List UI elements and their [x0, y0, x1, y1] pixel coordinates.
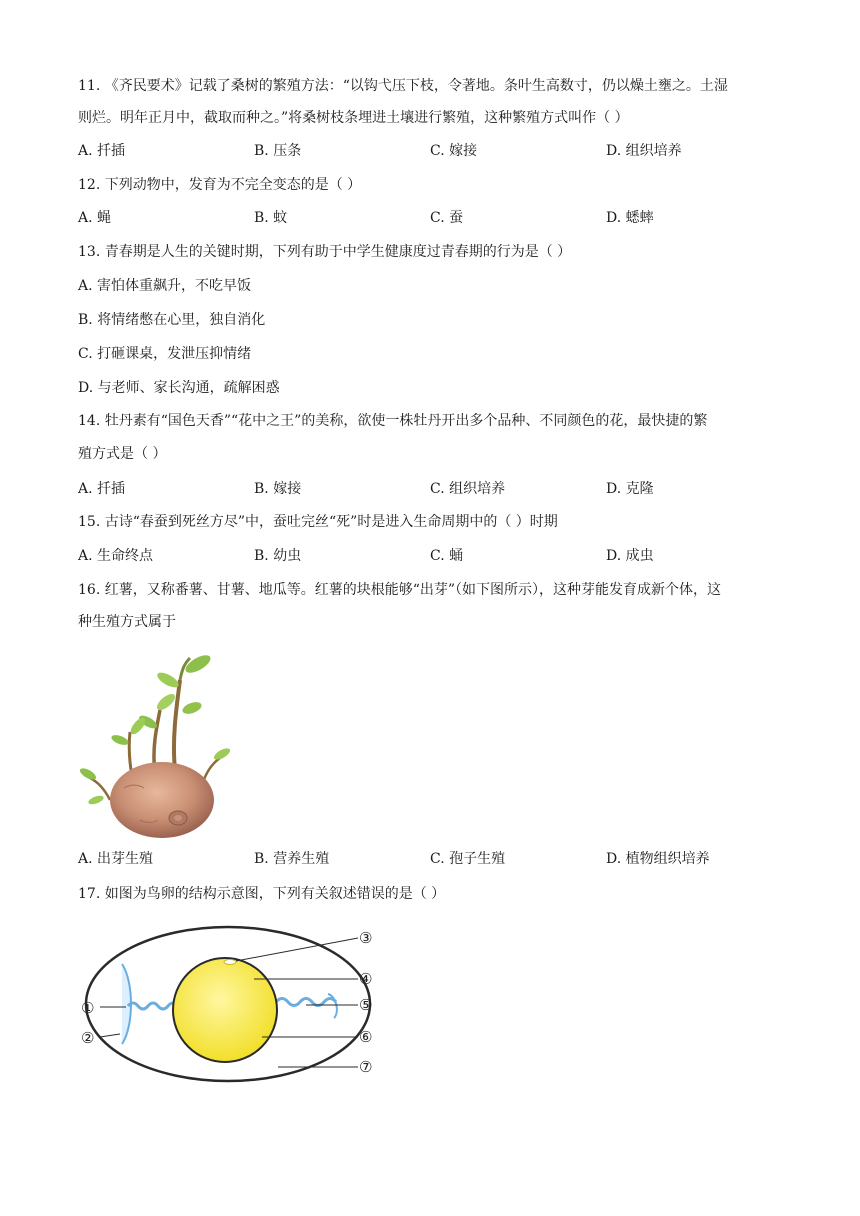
yolk	[173, 958, 277, 1062]
q12-option-c: C. 蚕	[430, 210, 464, 226]
q15-option-c: C. 蛹	[430, 548, 464, 564]
q13-option-b: B. 将情绪憋在心里，独自消化	[78, 312, 266, 328]
q16-option-a: A. 出芽生殖	[78, 851, 154, 867]
egg-label-2: ②	[81, 1029, 95, 1047]
sweet-potato-sprout-image	[80, 650, 230, 840]
q15-option-a: A. 生命终点	[78, 548, 154, 564]
q14-option-d: D. 克隆	[606, 481, 654, 497]
q16-option-d: D. 植物组织培养	[606, 851, 710, 867]
q16-line-2: 种生殖方式属于	[78, 614, 176, 630]
q12-option-a: A. 蝇	[78, 210, 112, 226]
q11-line-1: 11. 《齐民要术》记载了桑树的繁殖方法：“以钩弋压下枝，令著地。条叶生高数寸，仍以燥土壅之。土湿	[78, 78, 728, 94]
q13-line-1: 13. 青春期是人生的关键时期，下列有助于中学生健康度过青春期的行为是（ ）	[78, 244, 572, 260]
q13-option-a: A. 害怕体重飙升，不吃早饭	[78, 278, 252, 294]
q14-option-b: B. 嫁接	[254, 481, 302, 497]
egg-label-1: ①	[81, 999, 95, 1017]
q12-option-b: B. 蚊	[254, 210, 288, 226]
egg-label-3: ③	[359, 929, 373, 947]
egg-label-4: ④	[359, 970, 373, 988]
q14-line-1: 14. 牡丹素有“国色天香”“花中之王”的美称，欲使一株牡丹开出多个品种、不同颜色的花，最快捷的繁	[78, 413, 708, 429]
q17-line-1: 17. 如图为鸟卵的结构示意图，下列有关叙述错误的是（ ）	[78, 886, 446, 902]
q12-line-1: 12. 下列动物中，发育为不完全变态的是（ ）	[78, 177, 362, 193]
q11-line-2: 则烂。明年正月中，截取而种之。”将桑树枝条埋进土壤进行繁殖，这种繁殖方式叫作（ ）	[78, 110, 629, 126]
egg-label-6: ⑥	[359, 1028, 373, 1046]
q15-line-1: 15. 古诗“春蚕到死丝方尽”中，蚕吐完丝“死”时是进入生命周期中的（ ）时期	[78, 514, 558, 530]
q15-option-d: D. 成虫	[606, 548, 654, 564]
q16-option-c: C. 孢子生殖	[430, 851, 506, 867]
q15-option-b: B. 幼虫	[254, 548, 302, 564]
q11-option-a: A. 扦插	[78, 143, 126, 159]
q16-line-1: 16. 红薯，又称番薯、甘薯、地瓜等。红薯的块根能够“出芽”（如下图所示），这种芽能发育成新个体，这	[78, 582, 722, 598]
q14-option-c: C. 组织培养	[430, 481, 506, 497]
germinal-disc	[224, 960, 236, 965]
bird-egg-diagram	[78, 922, 388, 1087]
q14-option-a: A. 扦插	[78, 481, 126, 497]
q13-option-c: C. 打砸课桌，发泄压抑情绪	[78, 346, 252, 362]
q11-option-b: B. 压条	[254, 143, 302, 159]
q11-option-c: C. 嫁接	[430, 143, 478, 159]
q13-option-d: D. 与老师、家长沟通，疏解困惑	[78, 380, 280, 396]
egg-label-5: ⑤	[359, 996, 373, 1014]
egg-label-7: ⑦	[359, 1058, 373, 1076]
q14-line-2: 殖方式是（ ）	[78, 446, 167, 462]
q16-option-b: B. 营养生殖	[254, 851, 330, 867]
q12-option-d: D. 蟋蟀	[606, 210, 654, 226]
q11-option-d: D. 组织培养	[606, 143, 682, 159]
